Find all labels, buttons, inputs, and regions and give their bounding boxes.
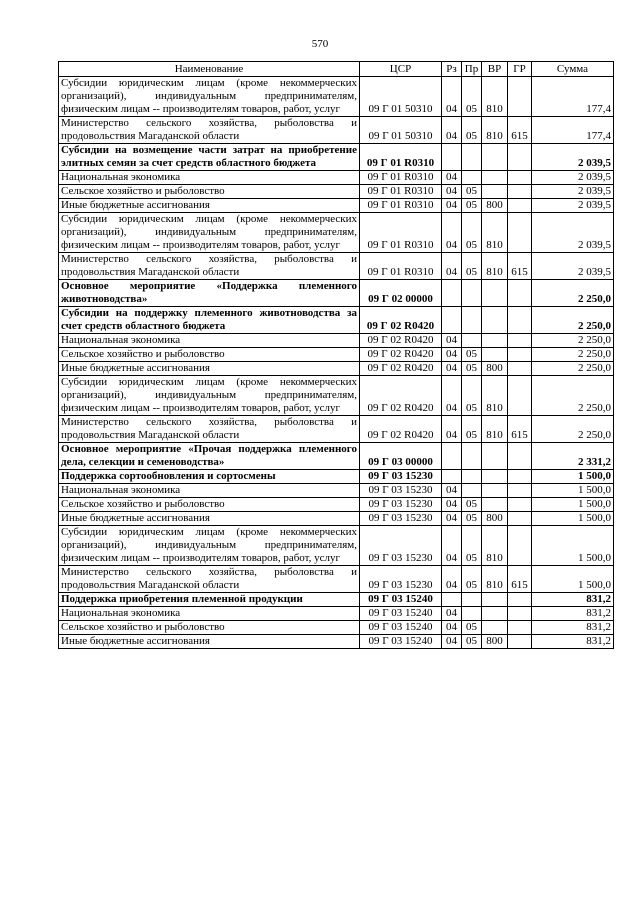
row-sum: 2 250,0 — [532, 348, 614, 362]
table-row — [59, 443, 614, 470]
row-csr: 09 Г 02 R0420 — [360, 307, 442, 334]
row-name: Сельское хозяйство и рыболовство — [59, 185, 360, 199]
row-pr — [462, 171, 482, 185]
row-name: Министерство сельского хозяйства, рыболовства и продовольствия Магаданской области — [59, 253, 360, 280]
header-vr: ВР — [482, 62, 508, 77]
row-rz: 04 — [442, 334, 462, 348]
row-gr: 615 — [508, 416, 532, 443]
row-name: Субсидии юридическим лицам (кроме некоммерческих организаций), индивидуальным предпринимателям, физическим лицам -- производителям товаров, работ, услуг — [59, 376, 360, 416]
row-gr — [508, 334, 532, 348]
row-gr — [508, 607, 532, 621]
table-row — [59, 144, 614, 171]
row-pr — [462, 307, 482, 334]
row-csr: 09 Г 03 15230 — [360, 512, 442, 526]
row-gr — [508, 199, 532, 213]
row-name: Поддержка сортообновления и сортосмены — [59, 470, 360, 484]
row-sum: 2 250,0 — [532, 280, 614, 307]
row-csr: 09 Г 02 R0420 — [360, 376, 442, 416]
budget-table — [58, 61, 614, 649]
row-name: Национальная экономика — [59, 484, 360, 498]
row-rz: 04 — [442, 484, 462, 498]
row-vr — [482, 144, 508, 171]
row-csr: 09 Г 03 00000 — [360, 443, 442, 470]
row-sum: 1 500,0 — [532, 566, 614, 593]
row-rz: 04 — [442, 213, 462, 253]
row-gr — [508, 593, 532, 607]
row-sum: 831,2 — [532, 621, 614, 635]
table-row — [59, 635, 614, 649]
row-gr: 615 — [508, 117, 532, 144]
row-pr: 05 — [462, 416, 482, 443]
row-csr: 09 Г 01 50310 — [360, 77, 442, 117]
table-row — [59, 512, 614, 526]
header-gr: ГР — [508, 62, 532, 77]
row-csr: 09 Г 03 15240 — [360, 635, 442, 649]
row-sum: 2 039,5 — [532, 171, 614, 185]
row-pr: 05 — [462, 635, 482, 649]
table-row — [59, 566, 614, 593]
row-gr: 615 — [508, 253, 532, 280]
row-pr — [462, 593, 482, 607]
row-csr: 09 Г 03 15230 — [360, 526, 442, 566]
row-name: Сельское хозяйство и рыболовство — [59, 348, 360, 362]
row-name: Иные бюджетные ассигнования — [59, 635, 360, 649]
row-pr: 05 — [462, 117, 482, 144]
row-csr: 09 Г 03 15230 — [360, 470, 442, 484]
row-name: Субсидии юридическим лицам (кроме некоммерческих организаций), индивидуальным предпринимателям, физическим лицам -- производителям товаров, работ, услуг — [59, 526, 360, 566]
row-vr: 810 — [482, 416, 508, 443]
row-vr — [482, 171, 508, 185]
row-sum: 1 500,0 — [532, 470, 614, 484]
row-pr: 05 — [462, 185, 482, 199]
row-vr — [482, 607, 508, 621]
row-gr: 615 — [508, 566, 532, 593]
row-name: Министерство сельского хозяйства, рыболовства и продовольствия Магаданской области — [59, 117, 360, 144]
row-csr: 09 Г 01 R0310 — [360, 253, 442, 280]
row-sum: 1 500,0 — [532, 512, 614, 526]
row-sum: 2 039,5 — [532, 199, 614, 213]
row-pr — [462, 280, 482, 307]
table-row — [59, 185, 614, 199]
row-csr: 09 Г 03 15230 — [360, 566, 442, 593]
row-rz: 04 — [442, 171, 462, 185]
table-row — [59, 498, 614, 512]
row-gr — [508, 526, 532, 566]
row-vr: 800 — [482, 362, 508, 376]
row-pr: 05 — [462, 199, 482, 213]
row-vr — [482, 280, 508, 307]
row-gr — [508, 144, 532, 171]
table-row — [59, 593, 614, 607]
row-vr — [482, 443, 508, 470]
row-rz — [442, 443, 462, 470]
row-vr — [482, 484, 508, 498]
table-header-row — [59, 62, 614, 77]
row-name: Сельское хозяйство и рыболовство — [59, 621, 360, 635]
row-name: Поддержка приобретения племенной продукции — [59, 593, 360, 607]
row-name: Иные бюджетные ассигнования — [59, 362, 360, 376]
row-rz: 04 — [442, 199, 462, 213]
row-rz: 04 — [442, 566, 462, 593]
row-csr: 09 Г 01 R0310 — [360, 171, 442, 185]
row-rz — [442, 144, 462, 171]
table-row — [59, 376, 614, 416]
row-pr — [462, 334, 482, 348]
row-vr — [482, 185, 508, 199]
row-csr: 09 Г 01 50310 — [360, 117, 442, 144]
table-row — [59, 253, 614, 280]
row-rz: 04 — [442, 416, 462, 443]
table-row — [59, 621, 614, 635]
row-gr — [508, 443, 532, 470]
row-vr — [482, 470, 508, 484]
row-csr: 09 Г 03 15230 — [360, 484, 442, 498]
row-sum: 2 039,5 — [532, 253, 614, 280]
row-name: Субсидии юридическим лицам (кроме некоммерческих организаций), индивидуальным предпринимателям, физическим лицам -- производителям товаров, работ, услуг — [59, 77, 360, 117]
header-csr: ЦСР — [360, 62, 442, 77]
row-pr: 05 — [462, 512, 482, 526]
row-rz — [442, 280, 462, 307]
row-rz: 04 — [442, 185, 462, 199]
row-csr: 09 Г 02 R0420 — [360, 334, 442, 348]
row-pr — [462, 484, 482, 498]
table-row — [59, 280, 614, 307]
row-vr: 810 — [482, 117, 508, 144]
row-rz: 04 — [442, 621, 462, 635]
row-pr: 05 — [462, 566, 482, 593]
row-gr — [508, 376, 532, 416]
row-gr — [508, 77, 532, 117]
row-rz: 04 — [442, 253, 462, 280]
row-sum: 2 039,5 — [532, 144, 614, 171]
row-gr — [508, 362, 532, 376]
row-sum: 2 250,0 — [532, 416, 614, 443]
row-vr: 800 — [482, 512, 508, 526]
row-vr: 810 — [482, 376, 508, 416]
table-row — [59, 213, 614, 253]
row-name: Субсидии юридическим лицам (кроме некоммерческих организаций), индивидуальным предпринимателям, физическим лицам -- производителям товаров, работ, услуг — [59, 213, 360, 253]
row-gr — [508, 307, 532, 334]
row-pr: 05 — [462, 526, 482, 566]
row-gr — [508, 484, 532, 498]
row-gr — [508, 171, 532, 185]
row-csr: 09 Г 02 00000 — [360, 280, 442, 307]
row-pr: 05 — [462, 498, 482, 512]
row-gr — [508, 348, 532, 362]
row-sum: 831,2 — [532, 635, 614, 649]
row-pr: 05 — [462, 77, 482, 117]
header-pr: Пр — [462, 62, 482, 77]
row-name: Субсидии на поддержку племенного животноводства за счет средств областного бюджета — [59, 307, 360, 334]
row-gr — [508, 635, 532, 649]
row-rz: 04 — [442, 117, 462, 144]
row-name: Национальная экономика — [59, 171, 360, 185]
row-name: Сельское хозяйство и рыболовство — [59, 498, 360, 512]
row-rz: 04 — [442, 362, 462, 376]
row-rz: 04 — [442, 376, 462, 416]
row-name: Иные бюджетные ассигнования — [59, 199, 360, 213]
row-csr: 09 Г 01 R0310 — [360, 144, 442, 171]
row-sum: 1 500,0 — [532, 498, 614, 512]
row-pr: 05 — [462, 621, 482, 635]
row-csr: 09 Г 03 15240 — [360, 621, 442, 635]
row-vr — [482, 334, 508, 348]
row-rz: 04 — [442, 607, 462, 621]
row-vr: 810 — [482, 566, 508, 593]
row-csr: 09 Г 02 R0420 — [360, 362, 442, 376]
row-pr — [462, 470, 482, 484]
table-row — [59, 348, 614, 362]
row-name: Министерство сельского хозяйства, рыболовства и продовольствия Магаданской области — [59, 416, 360, 443]
row-pr: 05 — [462, 253, 482, 280]
row-vr — [482, 593, 508, 607]
row-sum: 2 039,5 — [532, 185, 614, 199]
row-vr: 810 — [482, 526, 508, 566]
row-name: Иные бюджетные ассигнования — [59, 512, 360, 526]
row-pr: 05 — [462, 362, 482, 376]
row-gr — [508, 470, 532, 484]
row-gr — [508, 621, 532, 635]
row-vr — [482, 498, 508, 512]
row-sum: 831,2 — [532, 593, 614, 607]
row-pr — [462, 607, 482, 621]
row-gr — [508, 512, 532, 526]
table-row — [59, 484, 614, 498]
row-csr: 09 Г 02 R0420 — [360, 416, 442, 443]
row-pr — [462, 443, 482, 470]
table-row — [59, 362, 614, 376]
table-row — [59, 171, 614, 185]
row-sum: 2 331,2 — [532, 443, 614, 470]
row-sum: 831,2 — [532, 607, 614, 621]
row-csr: 09 Г 01 R0310 — [360, 213, 442, 253]
row-gr — [508, 185, 532, 199]
row-gr — [508, 280, 532, 307]
row-vr: 810 — [482, 253, 508, 280]
row-vr: 800 — [482, 635, 508, 649]
header-name: Наименование — [59, 62, 360, 77]
row-name: Министерство сельского хозяйства, рыболовства и продовольствия Магаданской области — [59, 566, 360, 593]
row-pr: 05 — [462, 376, 482, 416]
table-row — [59, 526, 614, 566]
row-sum: 1 500,0 — [532, 526, 614, 566]
row-name: Субсидии на возмещение части затрат на приобретение элитных семян за счет средств областного бюджета — [59, 144, 360, 171]
table-row — [59, 416, 614, 443]
row-vr: 810 — [482, 213, 508, 253]
row-csr: 09 Г 02 R0420 — [360, 348, 442, 362]
row-gr — [508, 498, 532, 512]
row-vr — [482, 348, 508, 362]
row-csr: 09 Г 01 R0310 — [360, 199, 442, 213]
table-row — [59, 607, 614, 621]
row-csr: 09 Г 01 R0310 — [360, 185, 442, 199]
row-rz: 04 — [442, 635, 462, 649]
table-row — [59, 117, 614, 144]
row-sum: 2 039,5 — [532, 213, 614, 253]
table-row — [59, 334, 614, 348]
row-rz — [442, 593, 462, 607]
table-row — [59, 77, 614, 117]
row-csr: 09 Г 03 15240 — [360, 607, 442, 621]
header-rz: Рз — [442, 62, 462, 77]
row-sum: 2 250,0 — [532, 307, 614, 334]
row-vr: 810 — [482, 77, 508, 117]
row-rz: 04 — [442, 498, 462, 512]
table-row — [59, 199, 614, 213]
row-vr — [482, 307, 508, 334]
row-rz: 04 — [442, 526, 462, 566]
row-name: Национальная экономика — [59, 607, 360, 621]
row-vr: 800 — [482, 199, 508, 213]
row-rz: 04 — [442, 77, 462, 117]
row-sum: 177,4 — [532, 117, 614, 144]
row-sum: 2 250,0 — [532, 334, 614, 348]
row-sum: 177,4 — [532, 77, 614, 117]
header-sum: Сумма — [532, 62, 614, 77]
table-row — [59, 470, 614, 484]
row-name: Основное мероприятие «Поддержка племенного животноводства» — [59, 280, 360, 307]
row-pr: 05 — [462, 348, 482, 362]
row-gr — [508, 213, 532, 253]
row-rz — [442, 307, 462, 334]
row-pr: 05 — [462, 213, 482, 253]
row-name: Основное мероприятие «Прочая поддержка племенного дела, селекции и семеноводства» — [59, 443, 360, 470]
row-rz: 04 — [442, 512, 462, 526]
row-sum: 2 250,0 — [532, 362, 614, 376]
row-rz: 04 — [442, 348, 462, 362]
row-sum: 2 250,0 — [532, 376, 614, 416]
page-number: 570 — [311, 38, 329, 50]
row-sum: 1 500,0 — [532, 484, 614, 498]
row-rz — [442, 470, 462, 484]
table-row — [59, 307, 614, 334]
row-name: Национальная экономика — [59, 334, 360, 348]
row-csr: 09 Г 03 15240 — [360, 593, 442, 607]
row-csr: 09 Г 03 15230 — [360, 498, 442, 512]
row-vr — [482, 621, 508, 635]
row-pr — [462, 144, 482, 171]
